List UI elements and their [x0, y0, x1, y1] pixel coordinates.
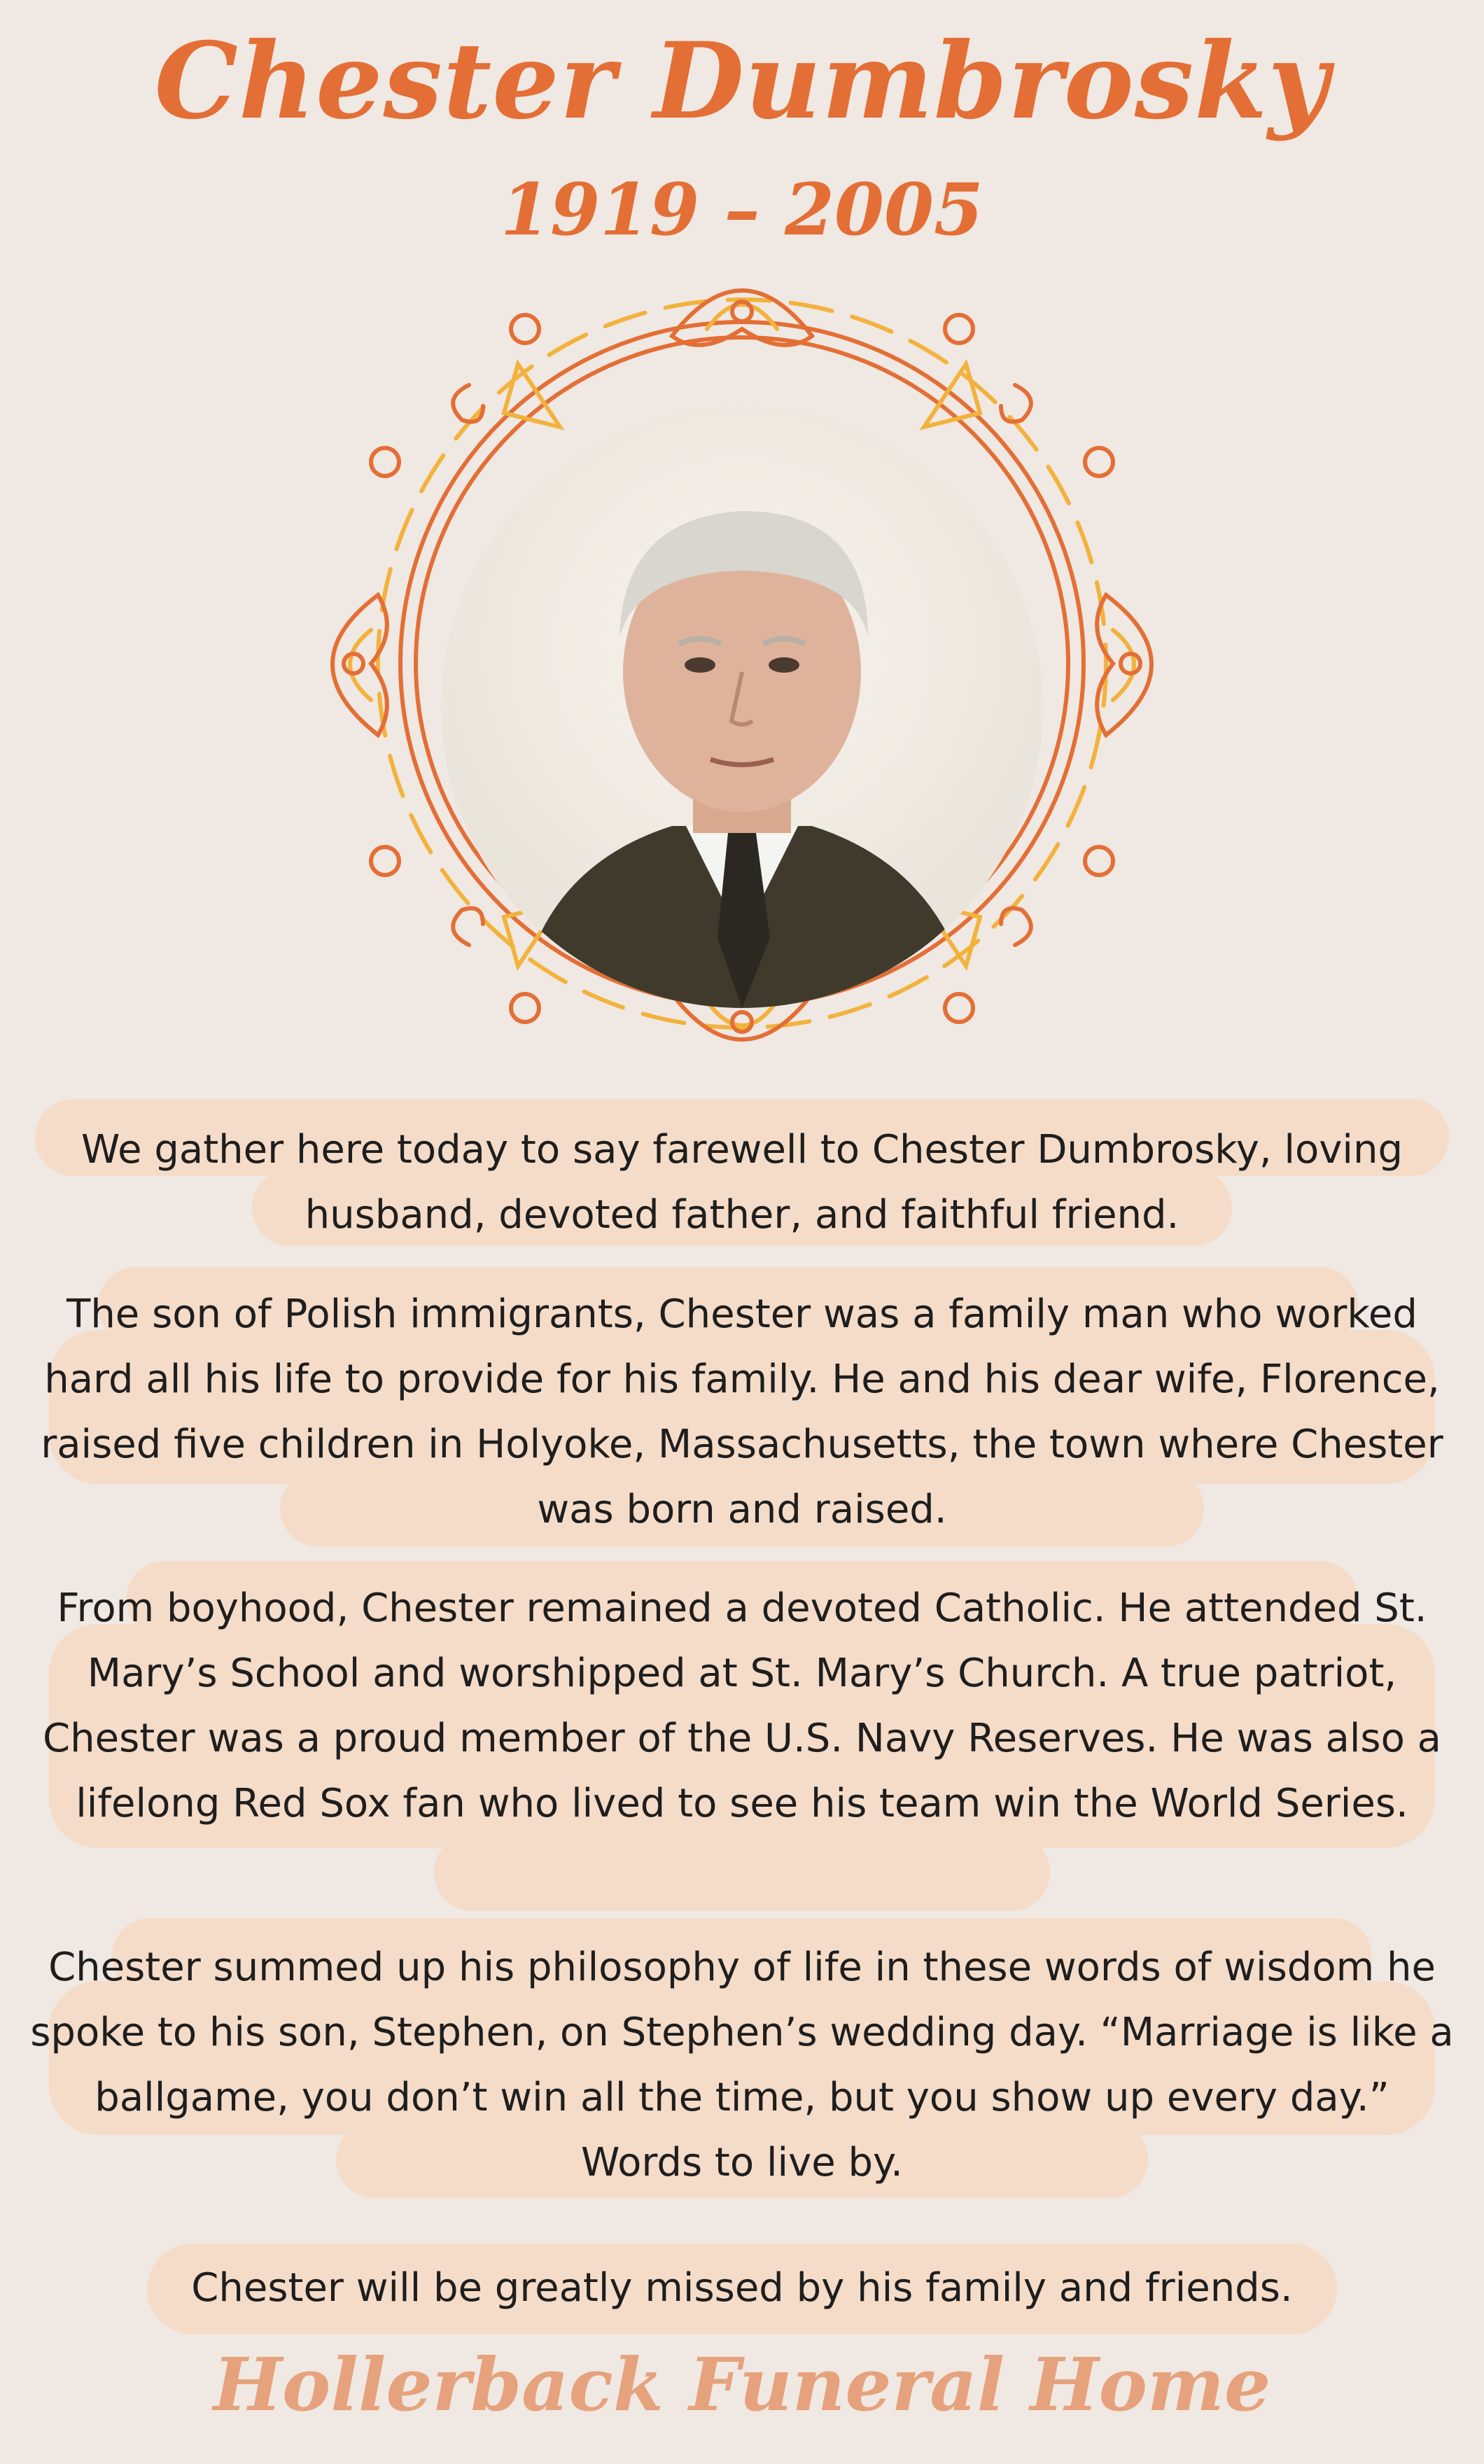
portrait-photo [441, 406, 1043, 1008]
paragraph-philosophy: Chester summed up his philosophy of life in these words of wisdom he spoke to his son, Stephen, on Stephen’s wedding day. “Marriage is like a ballgame, you don’t win all the time, but you show up every day.” Words to live by. [30, 1945, 1454, 2185]
funeral-home-name: Hollerback Funeral Home [213, 2342, 1271, 2428]
portrait-icon [441, 406, 1043, 1008]
paragraph-family: The son of Polish immigrants, Chester was a family man who worked hard all his life to provide for his family. He and his dear wife, Florence, raised five children in Holyoke, Massachusetts, the town where Chester was born and raised. [41, 1292, 1443, 1532]
person-name: Chester Dumbrosky [154, 20, 1330, 143]
text-bubble [434, 1834, 1050, 1911]
paragraph-faith: From boyhood, Chester remained a devoted Catholic. He attended St. Mary’s School and worshipped at St. Mary’s Church. A true patriot, Chester was a proud member of the U.S. Navy Reserves. He was also a lifelong Red Sox fan who lived to see his team win the World Series. [43, 1586, 1441, 1826]
life-years: 1919 – 2005 [500, 168, 983, 252]
paragraph-intro: We gather here today to say farewell to Chester Dumbrosky, loving husband, devoted father, and faithful friend. [80, 1127, 1403, 1238]
paragraph-closing: Chester will be greatly missed by his family and friends. [191, 2265, 1293, 2311]
